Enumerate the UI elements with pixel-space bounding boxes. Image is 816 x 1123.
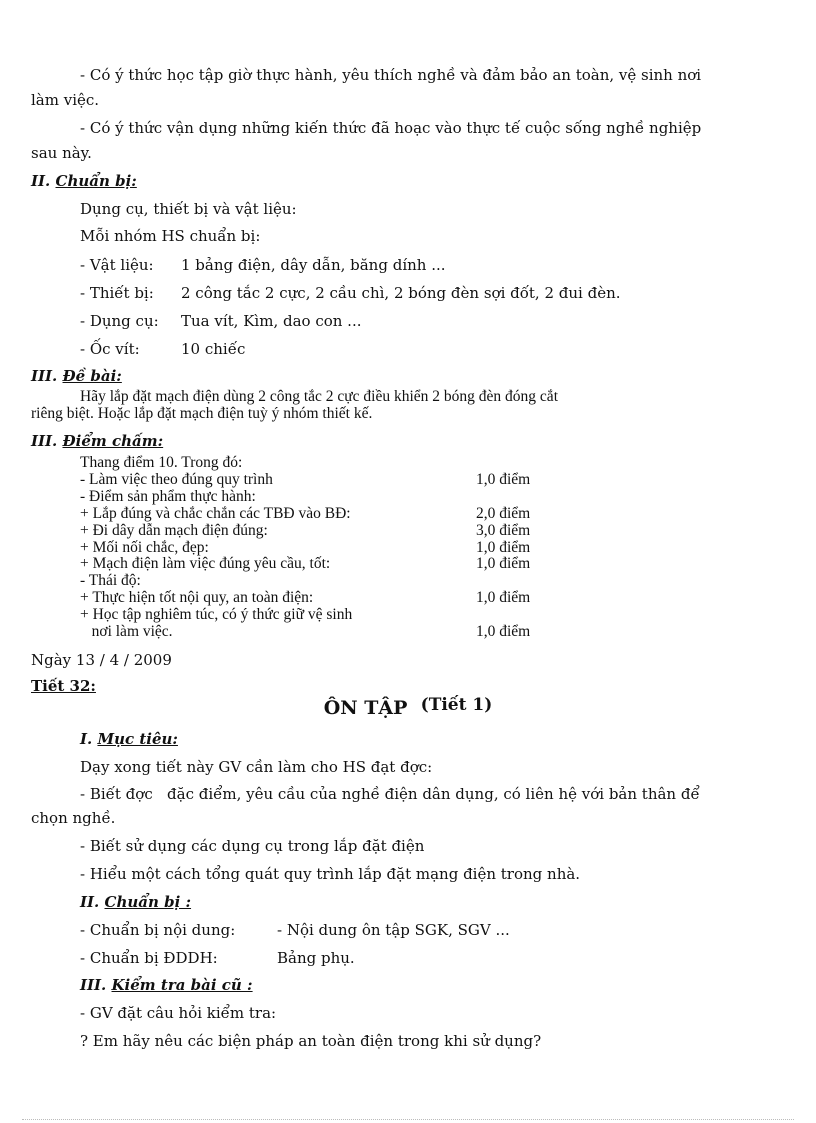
heading-number: I. — [80, 730, 93, 748]
heading-text: Điểm chấm: — [62, 432, 164, 450]
paragraph-line: - Biết đợc đặc điểm, yêu cầu của nghề điện dân dụng, có liên hệ với bản thân để — [80, 785, 700, 803]
paragraph-line: - Hiểu một cách tổng quát quy trình lắp đặt mạng điện trong nhà. — [80, 865, 581, 883]
paragraph-line: - GV đặt câu hỏi kiểm tra: — [80, 1004, 277, 1022]
grading-label: Thang điểm 10. Trong đó: — [80, 454, 243, 471]
grading-label: + Đi dây dẫn mạch điện đúng: — [80, 522, 268, 539]
heading-text: Chuẩn bị: — [55, 172, 137, 190]
grading-score: 1,0 điểm — [476, 589, 531, 606]
section-heading — [80, 893, 191, 911]
grading-label: - Làm việc theo đúng quy trình — [80, 471, 273, 488]
paragraph-line: làm việc. — [31, 91, 100, 109]
page-title — [0, 697, 816, 719]
paragraph-line: Dụng cụ, thiết bị và vật liệu: — [80, 200, 297, 218]
grading-score: 3,0 điểm — [476, 522, 531, 539]
title-sub: (Tiết 1) — [420, 695, 493, 715]
lesson-label: Tiết 32: — [31, 677, 96, 695]
grading-label: + Lắp đúng và chắc chắn các TBĐ vào BĐ: — [80, 505, 351, 522]
grading-label: + Thực hiện tốt nội quy, an toàn điện: — [80, 589, 314, 606]
list-item-value: 2 công tắc 2 cực, 2 cầu chì, 2 bóng đèn sợi đốt, 2 đui đèn. — [181, 284, 621, 302]
prep-value: - Nội dung ôn tập SGK, SGV ... — [277, 921, 510, 939]
heading-number: II. — [31, 172, 51, 190]
heading-number: II. — [80, 893, 100, 911]
grading-score: 1,0 điểm — [476, 471, 531, 488]
title-main: ÔN TẬP — [323, 697, 408, 719]
grading-label: - Thái độ: — [80, 572, 141, 589]
grading-score: 1,0 điểm — [476, 555, 531, 572]
page-divider — [22, 1119, 794, 1120]
heading-number: III. — [31, 367, 58, 385]
grading-label: + Mối nối chắc, đẹp: — [80, 539, 209, 556]
section-heading — [31, 172, 137, 190]
paragraph-line: - Có ý thức học tập giờ thực hành, yêu thích nghề và đảm bảo an toàn, vệ sinh nơi — [80, 66, 702, 84]
date-line: Ngày 13 / 4 / 2009 — [31, 651, 172, 669]
paragraph-line: riêng biệt. Hoặc lắp đặt mạch điện tuỳ ý nhóm thiết kế. — [31, 405, 373, 422]
paragraph-line: ? Em hãy nêu các biện pháp an toàn điện trong khi sử dụng? — [80, 1032, 542, 1050]
list-item-value: 1 bảng điện, dây dẫn, băng dính ... — [181, 256, 446, 274]
heading-text: Mục tiêu: — [97, 730, 178, 748]
paragraph-line: chọn nghề. — [31, 809, 116, 827]
list-item-label: - Thiết bị: — [80, 284, 154, 302]
heading-text: Kiểm tra bài cũ : — [111, 976, 253, 994]
list-item-label: - Dụng cụ: — [80, 312, 159, 330]
heading-text: Chuẩn bị : — [104, 893, 192, 911]
paragraph-line: Dạy xong tiết này GV cần làm cho HS đạt đợc: — [80, 758, 433, 776]
list-item-value: Tua vít, Kìm, dao con ... — [181, 312, 362, 330]
grading-score: 1,0 điểm — [476, 623, 531, 640]
grading-label: + Học tập nghiêm túc, có ý thức giữ vệ sinh — [80, 606, 353, 623]
list-item-value: 10 chiếc — [181, 340, 246, 358]
section-heading — [31, 432, 163, 450]
prep-label: - Chuẩn bị ĐDDH: — [80, 949, 218, 967]
section-heading — [80, 976, 253, 994]
grading-label: + Mạch điện làm việc đúng yêu cầu, tốt: — [80, 555, 331, 572]
section-heading — [80, 730, 178, 748]
heading-text: Đề bài: — [62, 367, 122, 385]
grading-label: - Điểm sản phẩm thực hành: — [80, 488, 256, 505]
grading-score: 1,0 điểm — [476, 539, 531, 556]
paragraph-line: - Có ý thức vận dụng những kiến thức đã hoạc vào thực tế cuộc sống nghề nghiệp — [80, 119, 702, 137]
list-item-label: - Ốc vít: — [80, 340, 140, 358]
list-item-label: - Vật liệu: — [80, 256, 154, 274]
paragraph-line: Mỗi nhóm HS chuẩn bị: — [80, 227, 261, 245]
heading-number: III. — [80, 976, 107, 994]
section-heading — [31, 367, 122, 385]
grading-score: 2,0 điểm — [476, 505, 531, 522]
paragraph-line: - Biết sử dụng các dụng cụ trong lắp đặt điện — [80, 837, 425, 855]
prep-value: Bảng phụ. — [277, 949, 355, 967]
grading-label: nơi làm việc. — [80, 623, 173, 640]
prep-label: - Chuẩn bị nội dung: — [80, 921, 236, 939]
heading-number: III. — [31, 432, 58, 450]
paragraph-line: Hãy lắp đặt mạch điện dùng 2 công tắc 2 cực điều khiển 2 bóng đèn đóng cắt — [80, 388, 558, 405]
paragraph-line: sau này. — [31, 144, 92, 162]
